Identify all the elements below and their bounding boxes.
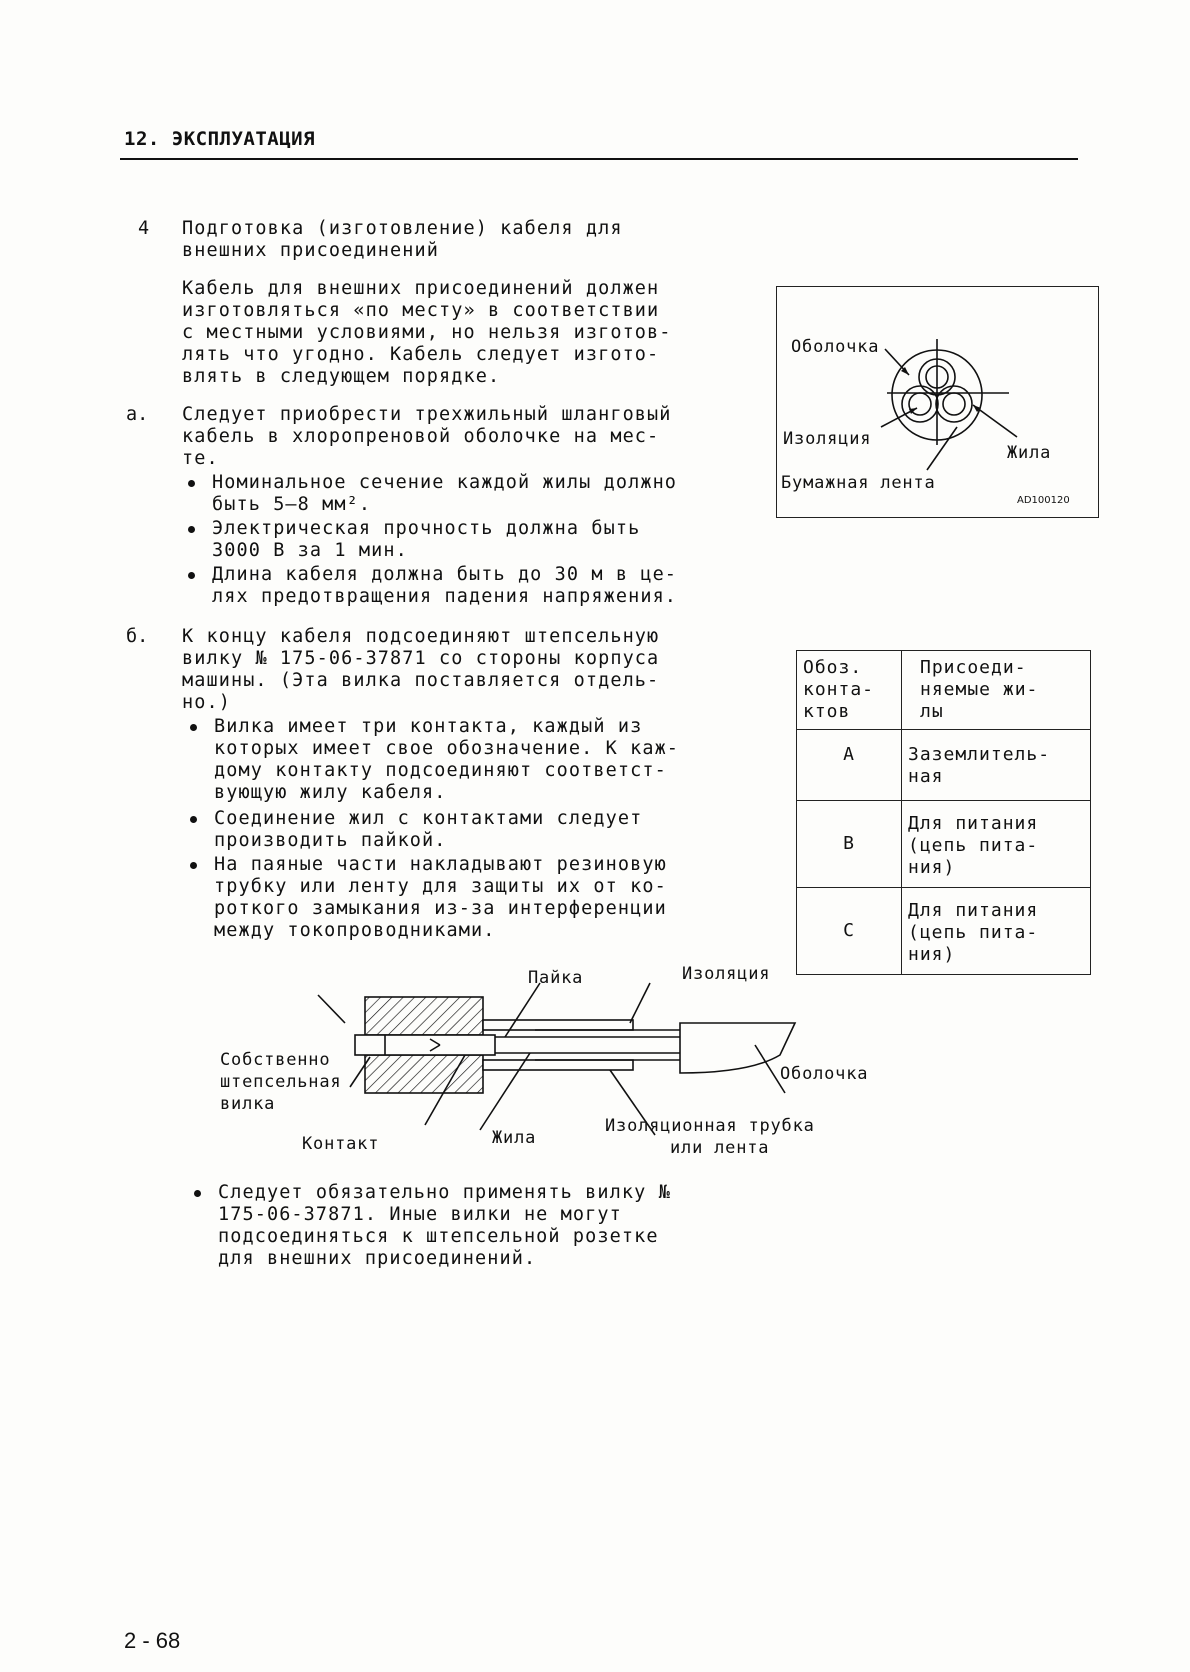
item-a-bullet-3-line-2: лях предотвращения падения напряжения. — [212, 586, 678, 607]
table-cell-text: Для питания — [908, 813, 1039, 834]
cable-cross-section-figure — [776, 286, 1099, 518]
table-row — [797, 730, 1091, 801]
bullet-icon — [190, 724, 197, 731]
table-header-cell — [902, 651, 1091, 730]
table-header-text: няемые жи- — [920, 679, 1039, 700]
item-b-bullet-3-line-1: На паяные части накладывают резиновую — [214, 854, 667, 875]
bullet-icon — [188, 526, 195, 533]
section-title-line-1: Подготовка (изготовление) кабеля для — [182, 218, 623, 239]
intro-line-5: влять в следующем порядке. — [182, 366, 501, 387]
item-a-bullet-2-line-2: 3000 В за 1 мин. — [212, 540, 408, 561]
table-header-text: Обоз. — [803, 657, 863, 678]
intro-line-2: изготовляться «по месту» в соответствии — [182, 300, 660, 321]
item-b-bullet-2-line-2: производить пайкой. — [214, 830, 447, 851]
item-a-line-2: кабель в хлоропреновой оболочке на мес- — [182, 426, 660, 447]
fig1-label-paper-tape: Бумажная лента — [781, 473, 936, 493]
table-cell-text: ния) — [908, 944, 956, 965]
fig1-label-core: Жила — [1007, 443, 1052, 463]
bullet-icon — [190, 816, 197, 823]
page-number: 2 - 68 — [124, 1628, 181, 1653]
table-header-row — [797, 651, 1091, 730]
fig2-label-solder: Пайка — [528, 968, 584, 988]
fig2-label-tube-line-2: или лента — [670, 1138, 770, 1158]
table-cell-desc — [902, 888, 1091, 975]
table-header-cell — [797, 651, 902, 730]
item-b-bullet-1-line-1: Вилка имеет три контакта, каждый из — [214, 716, 643, 737]
table-cell-desc — [902, 730, 1091, 801]
intro-line-4: лять что угодно. Кабель следует изгото- — [182, 344, 660, 365]
table-cell-text: ния) — [908, 857, 956, 878]
final-bullet-line-2: 175-06-37871. Иные вилки не могут — [218, 1204, 622, 1225]
table-cell-text: (цепь пита- — [908, 835, 1039, 856]
item-b-bullet-3-line-3: роткого замыкания из-за интерференции — [214, 898, 667, 919]
table-cell-contact: C — [797, 888, 902, 975]
plug-section-figure — [210, 964, 890, 1175]
table-header-text: Присоеди- — [920, 657, 1027, 678]
final-bullet-line-1: Следует обязательно применять вилку № — [218, 1182, 671, 1203]
item-b-line-4: но.) — [182, 692, 231, 713]
fig1-code: AD100120 — [1017, 495, 1070, 506]
table-cell-desc — [902, 801, 1091, 888]
table-cell-text: Заземлитель- — [908, 744, 1051, 765]
page-header-title: 12. ЭКСПЛУАТАЦИЯ — [124, 128, 316, 150]
section-title-line-2: внешних присоединений — [182, 240, 439, 261]
item-a-line-1: Следует приобрести трехжильный шланговый — [182, 404, 672, 425]
fig2-label-tube-line-1: Изоляционная трубка — [605, 1116, 815, 1136]
table-cell-text: (цепь пита- — [908, 922, 1039, 943]
item-b-marker: б. — [126, 626, 149, 647]
table-header-text: конта- — [803, 679, 875, 700]
bullet-icon — [190, 862, 197, 869]
header-rule — [120, 158, 1078, 160]
bullet-icon — [194, 1190, 201, 1197]
item-a-bullet-2-line-1: Электрическая прочность должна быть — [212, 518, 641, 539]
table-cell-text: ная — [908, 766, 944, 787]
intro-line-1: Кабель для внешних присоединений должен — [182, 278, 660, 299]
fig2-label-plug-line-3: вилка — [220, 1094, 276, 1114]
fig2-label-sheath: Оболочка — [780, 1064, 869, 1084]
table-cell-text: Для питания — [908, 900, 1039, 921]
fig1-label-insulation: Изоляция — [783, 429, 872, 449]
item-a-line-3: те. — [182, 448, 219, 469]
item-a-bullet-1-line-1: Номинальное сечение каждой жилы должно — [212, 472, 678, 493]
final-bullet-line-4: для внешних присоединений. — [218, 1248, 537, 1269]
item-b-bullet-1-line-3: дому контакту подсоединяют соответст- — [214, 760, 667, 781]
item-a-bullet-1-line-2: быть 5—8 мм². — [212, 494, 372, 515]
table-row — [797, 801, 1091, 888]
item-b-bullet-1-line-2: которых имеет свое обозначение. К каж- — [214, 738, 680, 759]
fig2-label-insulation: Изоляция — [682, 964, 771, 984]
fig1-label-sheath: Оболочка — [791, 337, 880, 357]
item-b-bullet-3-line-2: трубку или ленту для защиты их от ко- — [214, 876, 667, 897]
item-b-line-1: К концу кабеля подсоединяют штепсельную — [182, 626, 660, 647]
table-row — [797, 888, 1091, 975]
final-bullet-line-3: подсоединяться к штепсельной розетке — [218, 1226, 659, 1247]
table-cell-contact: B — [797, 801, 902, 888]
item-b-line-3: машины. (Эта вилка поставляется отдель- — [182, 670, 660, 691]
table-cell-contact: A — [797, 730, 902, 801]
table-header-text: ктов — [803, 701, 851, 722]
fig2-label-plug-line-1: Собственно — [220, 1050, 331, 1070]
item-b-bullet-3-line-4: между токопроводниками. — [214, 920, 496, 941]
fig2-label-plug-line-2: штепсельная — [220, 1072, 342, 1092]
table-header-text: лы — [920, 701, 944, 722]
contacts-table — [796, 650, 1091, 975]
fig2-label-contact: Контакт — [302, 1134, 380, 1154]
intro-line-3: с местными условиями, но нельзя изготов- — [182, 322, 672, 343]
fig2-label-core: Жила — [492, 1128, 537, 1148]
item-b-line-2: вилку № 175-06-37871 со стороны корпуса — [182, 648, 660, 669]
bullet-icon — [188, 572, 195, 579]
item-a-marker: а. — [126, 404, 149, 425]
section-number: 4 — [138, 218, 150, 239]
item-b-bullet-1-line-4: вующую жилу кабеля. — [214, 782, 447, 803]
item-a-bullet-3-line-1: Длина кабеля должна быть до 30 м в це- — [212, 564, 678, 585]
bullet-icon — [188, 480, 195, 487]
item-b-bullet-2-line-1: Соединение жил с контактами следует — [214, 808, 643, 829]
